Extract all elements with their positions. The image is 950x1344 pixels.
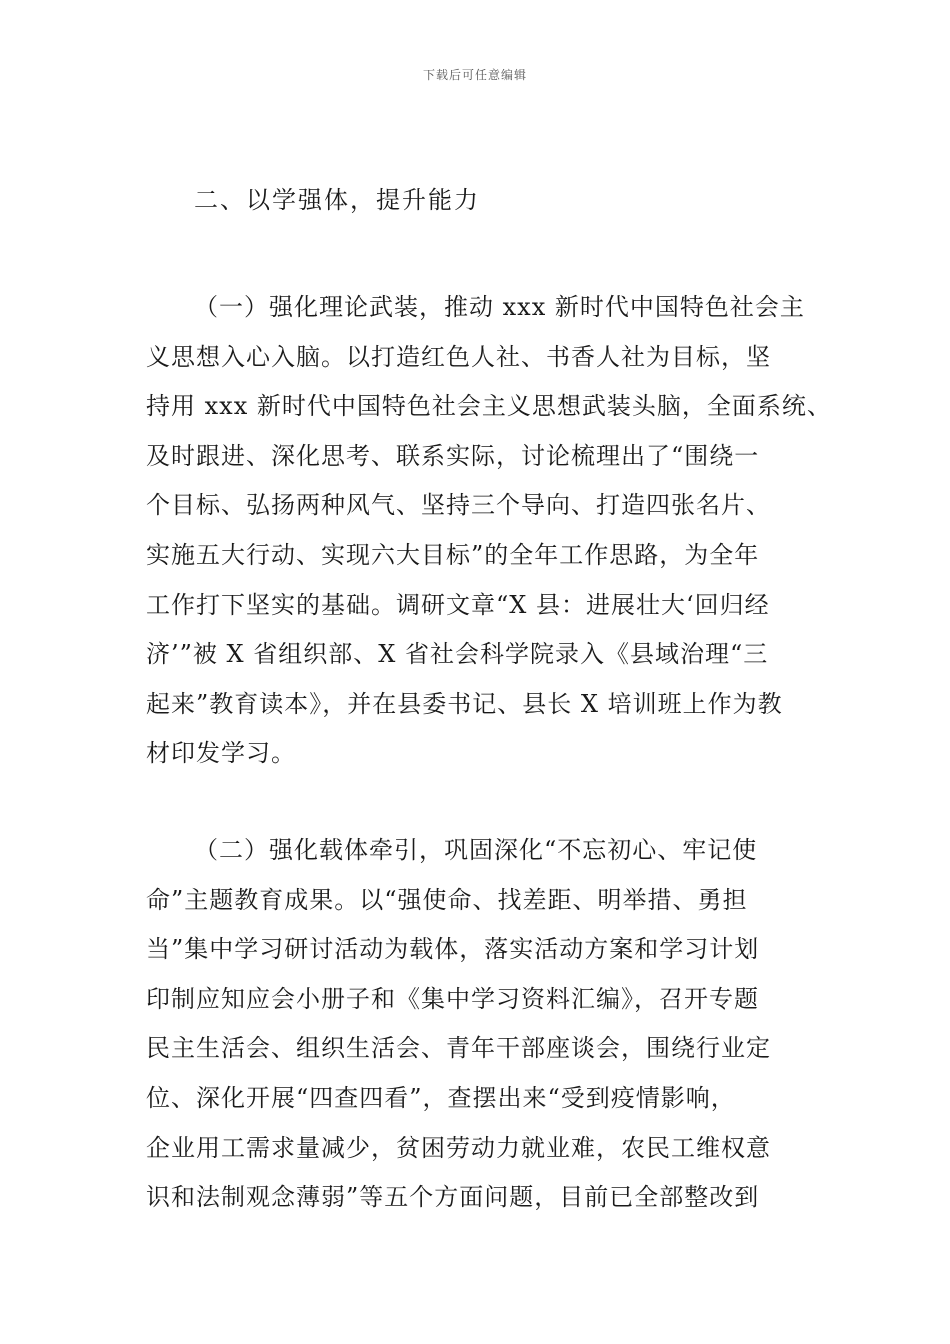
paragraph-line: 起来”教育读本》，并在县委书记、县长 X 培训班上作为教	[146, 689, 783, 718]
paragraph-line: 个目标、弘扬两种风气、坚持三个导向、打造四张名片、	[146, 491, 771, 520]
paragraph-line: 材印发学习。	[146, 739, 296, 768]
paragraph-line: 济’”被 X 省组织部、X 省社会科学院录入《县域治理“三	[146, 640, 769, 669]
paragraph-line: 及时跟进、深化思考、联系实际，讨论梳理出了“围绕一	[146, 441, 760, 470]
paragraph-2	[146, 826, 836, 1223]
paragraph-line: 命”主题教育成果。以“强使命、找差距、明举措、勇担	[146, 885, 748, 914]
paragraph-1	[146, 283, 836, 779]
paragraph-line: （二）强化载体牵引，巩固深化“不忘初心、牢记使	[194, 836, 758, 864]
paragraph-line: 持用 xxx 新时代中国特色社会主义思想武装头脑，全面系统、	[146, 392, 832, 421]
paragraph-line: 义思想入心入脑。以打造红色人社、书香人社为目标，坚	[146, 342, 771, 371]
paragraph-line: 识和法制观念薄弱”等五个方面问题，目前已全部整改到	[146, 1183, 760, 1212]
paragraph-line: 印制应知应会小册子和《集中学习资料汇编》，召开专题	[146, 984, 759, 1013]
paragraph-line: 当”集中学习研讨活动为载体，落实活动方案和学习计划	[146, 935, 760, 964]
paragraph-line: 工作打下坚实的基础。调研文章“X 县：进展壮大‘回归经	[146, 590, 770, 619]
paragraph-line: 位、深化开展“四查四看”，查摆出来“受到疫情影响，	[146, 1083, 736, 1112]
section-heading: 二、以学强体，提升能力	[194, 186, 480, 214]
paragraph-line: 民主生活会、组织生活会、青年干部座谈会，围绕行业定	[146, 1034, 771, 1063]
paragraph-line: 企业用工需求量减少，贫困劳动力就业难，农民工维权意	[146, 1133, 771, 1162]
paragraph-line: 实施五大行动、实现六大目标”的全年工作思路，为全年	[146, 540, 760, 569]
paragraph-line: （一）强化理论武装，推动 xxx 新时代中国特色社会主	[194, 293, 805, 321]
header-note: 下载后可任意编辑	[422, 68, 527, 82]
